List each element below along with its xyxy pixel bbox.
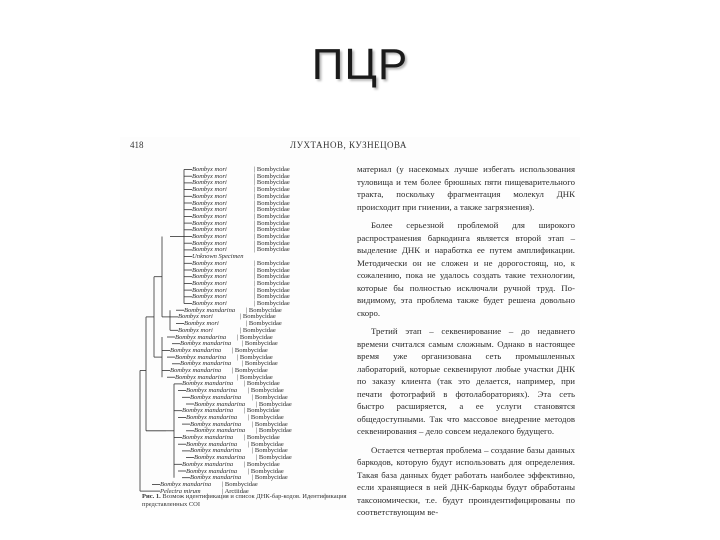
tree-leaf-species: Bombyx mori — [184, 320, 219, 328]
tree-leaf-species: Bombyx mori — [192, 206, 227, 214]
tree-leaf-species: Bombyx mori — [192, 179, 227, 187]
tree-leaf-species: Bombyx mori — [178, 326, 213, 334]
tree-leaf-family: | Bombycidae — [248, 440, 284, 448]
tree-leaf-family: | Bombycidae — [244, 460, 280, 468]
figure-caption-label: Рис. 1. — [142, 493, 161, 500]
tree-leaf-species: Bombyx mori — [192, 239, 227, 247]
tree-leaf-species: Bombyx mori — [192, 192, 227, 200]
tree-leaf-family: | Bombycidae — [248, 413, 284, 421]
tree-leaf-family: | Bombycidae — [246, 320, 282, 328]
tree-leaf-species: Bombyx mandarina — [184, 306, 236, 314]
tree-leaf-species: Unknown Specimen — [192, 253, 244, 261]
tree-leaf-species: Bombyx mandarina — [175, 333, 227, 341]
text-paragraph: Более серьезной проблемой для широкого распространения баркодинга является второй этап – выделение ДНК и наработка ее путем амплификации. Методически он не сложен и не дорогостоящ, но, к сожалению, пока не удалось создать такие технологии, которые бы полностью исключали ручной труд. По-видимому, эта проблема также будет решена довольно скоро. — [357, 220, 575, 318]
tree-leaf-family: | Bombycidae — [252, 420, 288, 428]
tree-leaf-species: Bombyx mandarina — [175, 373, 227, 381]
tree-leaf-species: Bombyx mandarina — [190, 474, 242, 482]
tree-leaf-species: Bombyx mori — [192, 273, 227, 281]
tree-leaf-species: Bombyx mandarina — [186, 387, 238, 395]
tree-leaf-species: Bombyx mori — [192, 286, 227, 294]
tree-leaf-species: Bombyx mori — [178, 313, 213, 321]
tree-leaf-family: | Bombycidae — [254, 233, 290, 240]
tree-leaf-family: | Bombycidae — [240, 313, 276, 321]
tree-leaf-species: Bombyx mandarina — [190, 393, 242, 401]
tree-leaf-species: Bombyx mori — [192, 259, 227, 267]
tree-leaf-species: Bombyx mandarina — [186, 467, 238, 475]
tree-leaf-family: | Bombycidae — [246, 306, 282, 314]
tree-leaf-family: | Bombycidae — [254, 192, 290, 200]
figure-caption — [142, 493, 352, 509]
tree-leaf-family: | Bombycidae — [254, 166, 290, 173]
tree-leaf-family: | Bombycidae — [254, 286, 290, 294]
tree-leaf-family: | Arctiidae — [222, 487, 249, 495]
tree-leaf-species: Bombyx mori — [192, 293, 227, 301]
tree-leaf-family: | Bombycidae — [254, 219, 290, 227]
text-paragraph: материал (у насекомых лучше избегать использования туловища и тем более брюшных пяти пищеварительного тракта, поскольку фрагментация молекул ДНК происходит при гниении, а также загрязнения). — [357, 164, 575, 212]
tree-leaf-species: Bombyx mori — [192, 219, 227, 227]
tree-leaf-species: Bombyx mandarina — [160, 480, 212, 488]
tree-leaf-family: | Bombycidae — [256, 427, 292, 435]
scanned-journal-page — [120, 137, 580, 517]
tree-leaf-family: | Bombycidae — [254, 266, 290, 274]
tree-leaf-species: Bombyx mandarina — [182, 460, 234, 468]
tree-leaf-species: Bombyx mandarina — [180, 360, 232, 368]
tree-leaf-family: | Bombycidae — [240, 326, 276, 334]
tree-leaf-family: | Bombycidae — [237, 353, 273, 361]
text-paragraph: Остается четвертая проблема – создание базы данных баркодов, которую будут использовать для определения. Такая база данных будет работать наиболее эффективно, если хранящиеся в ней ДНК-баркоды будут обработаны таксономически, т.е. будут проиндентифицированы по соответствующим ве- — [357, 444, 575, 517]
tree-leaf-species: Bombyx mori — [192, 300, 227, 307]
tree-leaf-family: | Bombycidae — [244, 434, 280, 441]
phylogenetic-tree-figure — [120, 162, 350, 497]
tree-leaf-family: | Bombycidae — [242, 340, 278, 348]
tree-leaf-family: | Bombycidae — [244, 407, 280, 415]
tree-leaf-family: | Bombycidae — [254, 239, 290, 247]
tree-leaf-species: Bombyx mori — [192, 279, 227, 287]
tree-leaf-species: Bombyx mori — [192, 246, 227, 254]
tree-leaf-family: | Bombycidae — [254, 226, 290, 234]
tree-leaf-species: Bombyx mori — [192, 212, 227, 220]
tree-leaf-family: | Bombycidae — [237, 333, 273, 341]
tree-leaf-species: Bombyx mori — [192, 233, 227, 240]
tree-leaf-family: | Bombycidae — [248, 387, 284, 395]
slide-title: ПЦР — [311, 40, 409, 89]
tree-leaf-species: Bombyx mori — [192, 186, 227, 194]
tree-leaf-family: | Bombycidae — [254, 279, 290, 287]
tree-leaf-species: Bombyx mori — [192, 226, 227, 234]
tree-leaf-family: | Bombycidae — [232, 367, 268, 374]
tree-leaf-family: | Bombycidae — [222, 480, 258, 488]
tree-leaf-species: Bombyx mandarina — [182, 407, 234, 415]
tree-leaf-family: | Bombycidae — [232, 346, 268, 354]
tree-leaf-family: | Bombycidae — [254, 273, 290, 281]
tree-leaf-species: Bombyx mandarina — [194, 454, 246, 462]
tree-leaf-species: Bombyx mandarina — [194, 427, 246, 435]
tree-leaf-species: Bombyx mandarina — [180, 340, 232, 348]
tree-leaf-family: | Bombycidae — [254, 186, 290, 194]
tree-leaf-family: | Bombycidae — [252, 447, 288, 455]
tree-leaf-family: | Bombycidae — [256, 454, 292, 462]
page-number: 418 — [130, 140, 144, 150]
tree-leaf-species: Bombyx mandarina — [186, 413, 238, 421]
tree-leaf-species: Bombyx mandarina — [182, 434, 234, 441]
figure-caption-text: Возмож идентификация и список ДНК-бар-кодов. Идентификация представленных СОI — [142, 493, 347, 508]
tree-leaf-species: Bombyx mandarina — [182, 380, 234, 388]
tree-leaf-species: Pelectra mirum — [160, 487, 201, 495]
tree-leaf-species: Bombyx mandarina — [190, 447, 242, 455]
tree-leaf-species: Bombyx mandarina — [170, 346, 222, 354]
tree-leaf-family: | Bombycidae — [254, 293, 290, 301]
tree-leaf-species: Bombyx mandarina — [175, 353, 227, 361]
tree-leaf-family: | Bombycidae — [254, 199, 290, 207]
tree-leaf-species: Bombyx mandarina — [170, 367, 222, 374]
text-column — [357, 163, 575, 525]
text-paragraph: Третий этап – секвенирование – до недавнего времени считался самым сложным. Однако в настоящее время уже организована сеть промышленных лабораторий, которые секвенируют любые участки ДНК по заказу клиента (так это делается, например, при печати фотографий в фотолабораториях). Эта сеть быстро расширяется, а ее услуги становятся общедоступными. Так что массовое внедрение методов секвенирования – дело совсем недалекого будущего. — [357, 326, 575, 436]
tree-leaf-species: Bombyx mandarina — [190, 420, 242, 428]
tree-leaf-family: | Bombycidae — [254, 172, 290, 180]
tree-leaf-family: | Bombycidae — [254, 300, 290, 307]
tree-leaf-family: | Bombycidae — [254, 246, 290, 254]
tree-leaf-family: | Bombycidae — [254, 206, 290, 214]
tree-leaf-species: Bombyx mori — [192, 172, 227, 180]
tree-leaf-species: Bombyx mandarina — [186, 440, 238, 448]
tree-leaf-family: | Bombycidae — [252, 393, 288, 401]
tree-leaf-family: | Bombycidae — [254, 179, 290, 187]
tree-leaf-family: | Bombycidae — [244, 380, 280, 388]
tree-leaf-family: | Bombycidae — [237, 373, 273, 381]
tree-leaf-species: Bombyx mori — [192, 266, 227, 274]
running-head: ЛУХТАНОВ, КУЗНЕЦОВА — [290, 140, 407, 150]
tree-leaf-family: | Bombycidae — [254, 212, 290, 220]
tree-leaf-species: Bombyx mori — [192, 166, 227, 173]
tree-leaf-family: | Bombycidae — [252, 474, 288, 482]
tree-leaf-species: Bombyx mandarina — [194, 400, 246, 408]
tree-leaf-species: Bombyx mori — [192, 199, 227, 207]
tree-leaf-family: | Bombycidae — [242, 360, 278, 368]
tree-leaf-family: | Bombycidae — [248, 467, 284, 475]
tree-leaf-family: | Bombycidae — [256, 400, 292, 408]
tree-leaf-family: | Bombycidae — [254, 259, 290, 267]
